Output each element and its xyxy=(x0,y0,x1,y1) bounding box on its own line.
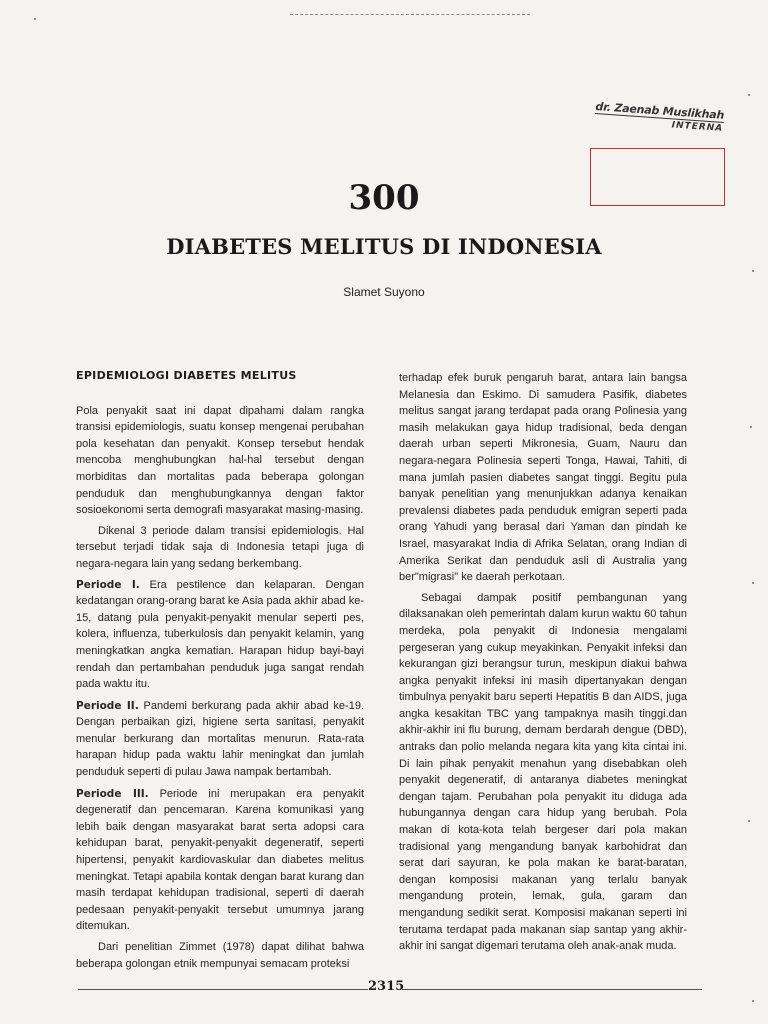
intro-paragraph: Pola penyakit saat ini dapat dipahami dalam rangka transisi epidemiologis, suatu konsep mengenai perubahan pola kesehatan dan penyakit. Konsep tersebut hendak mencoba menghubungkan hal-hal tersebut dengan morbiditas dan mortalitas pada beberapa golongan penduduk dan menghubungkannya dengan faktor sosioekonomi serta demografi masyarakat masing-masing. xyxy=(76,404,364,517)
period-1-text: Era pestilence dan kelaparan. Dengan kedatangan orang-orang barat ke Asia pada akhir abad ke-15, datang pula penyakit-penyakit menular seperti pes, kolera, influenza, tuberkulosis dan penyakit kelamin, yang meningkatkan angka kematian. Harapan hidup bayi-bayi rendah dan pertambahan penduduk juga sangat rendah pada waktu itu. xyxy=(76,578,364,691)
section-heading: EPIDEMIOLOGI DIABETES MELITUS xyxy=(76,369,297,382)
period-3-label: Periode III. xyxy=(76,787,149,800)
period-3-paragraph xyxy=(76,786,364,935)
chapter-title: DIABETES MELITUS DI INDONESIA xyxy=(166,234,602,259)
zimmet-paragraph: Dari penelitian Zimmet (1978) dapat dilihat bahwa beberapa golongan etnik mempunyai semacam proteksi xyxy=(76,941,364,970)
stamp-doctor-name: dr. Zaenab Muslikhah xyxy=(595,100,725,122)
scan-speck xyxy=(748,820,750,822)
scan-top-artifact-line xyxy=(290,14,530,16)
scan-speck xyxy=(34,18,36,20)
footer-rule-right xyxy=(402,989,702,990)
chapter-number: 300 xyxy=(348,178,420,218)
periods-intro-paragraph: Dikenal 3 periode dalam transisi epidemiologis. Hal tersebut terjadi tidak saja di Indonesia tetapi juga di negara-negara lain yang sedang berkembang. xyxy=(76,524,364,570)
stamp-unit-label: INTERNA xyxy=(671,120,724,134)
period-2-text: Pandemi berkurang pada akhir abad ke-19. Dengan perbaikan gizi, higiene serta sanitasi, penyakit menular berkurang dan mortalitas menurun. Rata-rata harapan hidup pada waktu lahir meningkat dan jumlah penduduk seperti di pulau Jawa nampak bertambah. xyxy=(76,699,364,779)
scan-speck xyxy=(750,426,752,428)
scan-speck xyxy=(752,1000,754,1002)
period-1-label: Periode I. xyxy=(76,578,140,591)
footer-rule-left xyxy=(78,989,368,990)
period-3-text: Periode ini merupakan era penyakit degeneratif dan pencemaran. Karena komunikasi yang lebih baik dengan masyarakat barat serta adopsi cara kehidupan barat, penyakit-penyakit degeneratif, seperti hipertensi, penyakit kardiovaskular dan diabetes melitus meningkat. Tetapi apabila kontak dengan barat kurang dan masih terdapat kehidupan tradisional, seperti di daerah pedesaan penyakit-penyakit tersebut umumnya jarang ditemukan. xyxy=(76,787,364,933)
scan-speck xyxy=(748,94,750,96)
period-1-paragraph xyxy=(76,577,364,693)
right-column xyxy=(399,370,687,959)
author-name: Slamet Suyono xyxy=(343,285,425,299)
development-impact-paragraph: Sebagai dampak positif pembangunan yang dilaksanakan oleh pemerintah dalam kurun waktu 60 tahun merdeka, pola penyakit di Indonesia mengalami pergeseran yang cukup meyakinkan. Penyakit infeksi dan kekurangan gizi berangsur turun, meskipun diakui bahwa angka penyakit infeksi ini masih dipertanyakan dengan timbulnya penyakit baru seperti Hepatitis B dan AIDS, juga angka kesakitan TBC yang tampaknya masih tinggi.dan akhir-akhir ini flu burung, demam berdarah dengue (DBD), antraks dan polio melanda negara kita yang kita cintai ini. Di lain pihak penyakit menahun yang disebabkan oleh penyakit degeneratif, di antaranya diabetes meningkat dengan tajam. Perubahan pola penyakit itu diduga ada hubungannya dengan cara hidup yang berubah. Pola makan di kota-kota telah bergeser dari pola makan tradisional yang mengandung banyak karbohidrat dan serat dari sayuran, ke pola makan ke barat-baratan, dengan komposisi makanan yang terlalu banyak mengandung protein, lemak, gula, garam dan mengandung sedikit serat. Komposisi makanan seperti ini terutama terdapat pada makanan siap santap yang akhir-akhir ini sangat digemari terutama oleh anak-anak muda. xyxy=(399,591,687,953)
page-number: 2315 xyxy=(368,979,405,994)
scan-speck xyxy=(752,270,754,272)
scan-speck xyxy=(752,582,754,584)
left-column xyxy=(76,368,364,976)
doctor-stamp xyxy=(594,100,724,134)
period-2-label: Periode II. xyxy=(76,699,139,712)
period-2-paragraph xyxy=(76,698,364,781)
protection-paragraph: terhadap efek buruk pengaruh barat, antara lain bangsa Melanesia dan Eskimo. Di samudera Pasifik, diabetes melitus sangat jarang terdapat pada orang Polinesia yang masih melakukan gaya hidup tradisional, beda dengan daerah urban seperti Mikronesia, Guam, Nauru dan negara-negara Polinesia seperti Tonga, Hawai, Tahiti, di mana jumlah pasien diabetes sangat tinggi. Begitu pula banyak penelitian yang menunjukkan adanya kenaikan prevalensi diabetes pada penduduk emigran seperti pada orang Yahudi yang berasal dari Yaman dan pindah ke Israel, masyarakat India di Afrika Selatan, orang Indian di Amerika Serikat dan penduduk asli di Australia yang ber"migrasi" ke daerah perkotaan. xyxy=(399,372,687,584)
